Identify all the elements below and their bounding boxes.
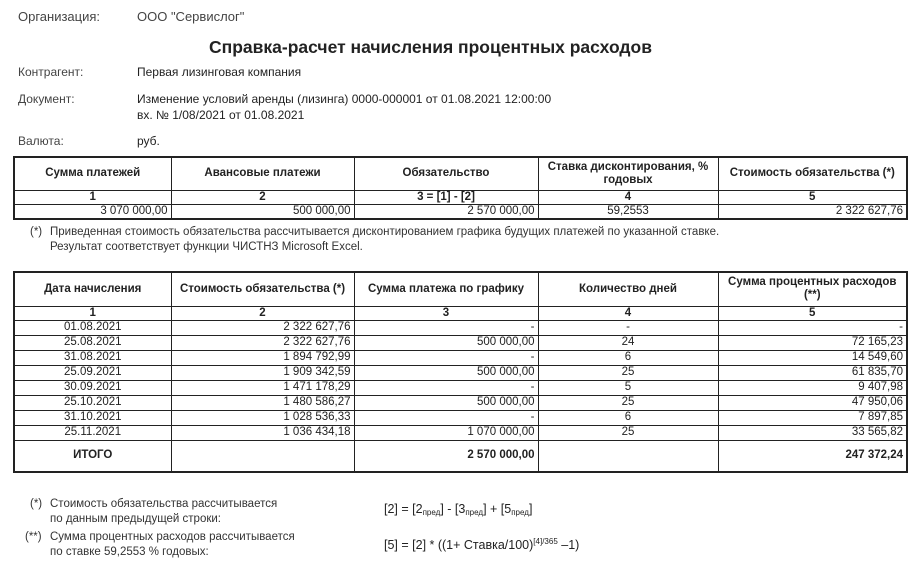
cell-interest-expense: -: [718, 320, 907, 335]
cell-interest-expense: 72 165,23: [718, 335, 907, 350]
cell-days-count: 6: [538, 350, 718, 365]
cell-accrual-date: 30.09.2021: [14, 380, 171, 395]
cell-interest-expense: 7 897,85: [718, 410, 907, 425]
col-scheduled-payment: Сумма платежа по графику: [354, 272, 538, 306]
document-line-2: вх. № 1/08/2021 от 01.08.2021: [137, 108, 305, 122]
table-row: [14, 395, 907, 410]
footer-note1-line-1: Стоимость обязательства рассчитывается: [50, 498, 278, 510]
col-number: 2: [171, 306, 354, 320]
note1-marker: (*): [30, 226, 43, 238]
total-interest: 247 372,24: [718, 440, 907, 472]
col-advance-payments: Авансовые платежи: [171, 157, 354, 190]
cell-scheduled-payment: 1 070 000,00: [354, 425, 538, 440]
formula-interest: [384, 537, 579, 552]
formula-superscript: [4]/365: [533, 537, 558, 546]
total-row: [14, 440, 907, 472]
col-number: 4: [538, 190, 718, 204]
page-title: Справка-расчет начисления процентных расходов: [209, 37, 652, 57]
cell-liability-value: 1 028 536,33: [171, 410, 354, 425]
table-row: [14, 335, 907, 350]
col-days-count: Количество дней: [538, 272, 718, 306]
table-row: [14, 410, 907, 425]
cell-liability-value: 2 322 627,76: [718, 204, 907, 219]
org-label: Организация:: [18, 9, 101, 24]
note1-line-2: Результат соответствует функции ЧИСТНЗ Microsoft Excel.: [50, 241, 363, 253]
col-number: 5: [718, 306, 907, 320]
document-line-1: Изменение условий аренды (лизинга) 0000-000001 от 01.08.2021 12:00:00: [137, 92, 552, 106]
col-liability: Обязательство: [354, 157, 538, 190]
table2-header-row: [14, 272, 907, 306]
cell-interest-expense: 9 407,98: [718, 380, 907, 395]
note1-line-1: Приведенная стоимость обязательства рассчитывается дисконтированием графика будущих платежей по указанной ставке.: [50, 226, 720, 238]
cell-interest-expense: 61 835,70: [718, 365, 907, 380]
col-liability-value: Стоимость обязательства (*): [718, 157, 907, 190]
currency-value: руб.: [137, 134, 160, 148]
table-row: [14, 350, 907, 365]
formula-part: –1): [557, 538, 580, 552]
cell-liability-value: 1 471 178,29: [171, 380, 354, 395]
org-value: ООО "Сервислог": [137, 9, 245, 24]
cell-liability-value: 1 480 586,27: [171, 395, 354, 410]
table1-number-row: [14, 190, 907, 204]
cell-discount-rate: 59,2553: [538, 204, 718, 219]
formula-subscript: пред: [511, 508, 529, 517]
cell-accrual-date: 25.08.2021: [14, 335, 171, 350]
footer-note2-line-1: Сумма процентных расходов рассчитывается: [50, 531, 295, 543]
schedule-body: [14, 320, 907, 440]
table1-header-row: [14, 157, 907, 190]
formula-part: [5] = [2] * ((1+ Ставка/100): [384, 538, 534, 552]
cell-accrual-date: 25.10.2021: [14, 395, 171, 410]
formula-part: ] + [5: [483, 502, 512, 516]
footer-note2-line-2: по ставке 59,2553 % годовых:: [50, 546, 209, 558]
formula-part: [2] = [2: [384, 502, 423, 516]
col-accrual-date: Дата начисления: [14, 272, 171, 306]
col-number: 4: [538, 306, 718, 320]
cell-scheduled-payment: -: [354, 350, 538, 365]
table-row: [14, 365, 907, 380]
cell-scheduled-payment: -: [354, 320, 538, 335]
cell-days-count: 25: [538, 395, 718, 410]
cell-advance-payments: 500 000,00: [171, 204, 354, 219]
col-number: 5: [718, 190, 907, 204]
col-number: 2: [171, 190, 354, 204]
total-payment: 2 570 000,00: [354, 440, 538, 472]
col-number: 1: [14, 306, 171, 320]
col-number: 3 = [1] - [2]: [354, 190, 538, 204]
cell-accrual-date: 01.08.2021: [14, 320, 171, 335]
cell-accrual-date: 25.09.2021: [14, 365, 171, 380]
formula-part: ]: [528, 502, 533, 516]
cell-scheduled-payment: -: [354, 410, 538, 425]
cell-days-count: 25: [538, 365, 718, 380]
cell-scheduled-payment: 500 000,00: [354, 335, 538, 350]
cell-payments-sum: 3 070 000,00: [14, 204, 171, 219]
document-label: Документ:: [18, 92, 75, 106]
interest-schedule-table: [13, 271, 908, 473]
col-interest-expense: Сумма процентных расходов (**): [718, 272, 907, 306]
formula-part: ] - [3: [440, 502, 466, 516]
cell-accrual-date: 25.11.2021: [14, 425, 171, 440]
col-number: 1: [14, 190, 171, 204]
cell-days-count: 24: [538, 335, 718, 350]
cell-accrual-date: 31.10.2021: [14, 410, 171, 425]
cell-interest-expense: 14 549,60: [718, 350, 907, 365]
formula-subscript: пред: [422, 508, 441, 517]
cell-interest-expense: 47 950,06: [718, 395, 907, 410]
counterparty-label: Контрагент:: [18, 65, 84, 79]
col-number: 3: [354, 306, 538, 320]
total-empty-cell: [171, 440, 354, 472]
cell-liability-value: 1 894 792,99: [171, 350, 354, 365]
table-row: [14, 320, 907, 335]
table-row: [14, 380, 907, 395]
formula-liability: [384, 502, 532, 517]
footer-note2-marker: (**): [25, 531, 42, 543]
cell-days-count: 5: [538, 380, 718, 395]
col-discount-rate: Ставка дисконтирования, % годовых: [538, 157, 718, 190]
cell-scheduled-payment: 500 000,00: [354, 365, 538, 380]
cell-liability-value: 1 909 342,59: [171, 365, 354, 380]
currency-label: Валюта:: [18, 134, 64, 148]
cell-liability-value: 2 322 627,76: [171, 320, 354, 335]
cell-liability: 2 570 000,00: [354, 204, 538, 219]
table-row: [14, 204, 907, 219]
cell-scheduled-payment: -: [354, 380, 538, 395]
col-liability-value: Стоимость обязательства (*): [171, 272, 354, 306]
table-row: [14, 425, 907, 440]
table2-number-row: [14, 306, 907, 320]
cell-days-count: 25: [538, 425, 718, 440]
cell-liability-value: 1 036 434,18: [171, 425, 354, 440]
cell-accrual-date: 31.08.2021: [14, 350, 171, 365]
counterparty-value: Первая лизинговая компания: [137, 65, 302, 79]
formula-subscript: пред: [465, 508, 484, 517]
liability-summary-table: [13, 156, 908, 220]
footer-note1-marker: (*): [30, 498, 43, 510]
cell-days-count: 6: [538, 410, 718, 425]
cell-interest-expense: 33 565,82: [718, 425, 907, 440]
footer-note1-line-2: по данным предыдущей строки:: [50, 513, 222, 525]
cell-scheduled-payment: 500 000,00: [354, 395, 538, 410]
cell-days-count: -: [538, 320, 718, 335]
total-label: ИТОГО: [14, 440, 171, 472]
total-empty-cell: [538, 440, 718, 472]
cell-liability-value: 2 322 627,76: [171, 335, 354, 350]
col-payments-sum: Сумма платежей: [14, 157, 171, 190]
